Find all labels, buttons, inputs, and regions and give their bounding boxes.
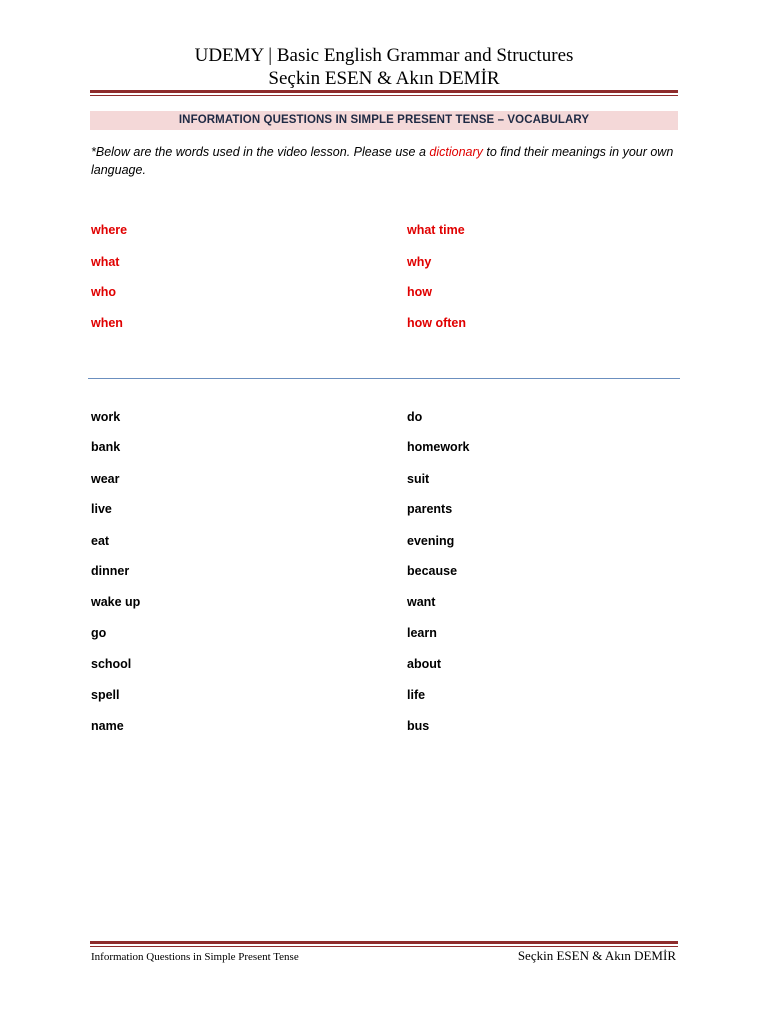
vocab-word: wear — [91, 472, 120, 486]
vocab-word: learn — [407, 626, 437, 640]
section-divider — [88, 378, 680, 379]
footer-rule-thin — [90, 946, 678, 947]
vocab-word: because — [407, 564, 458, 578]
header-rule-thick — [90, 90, 678, 93]
vocab-word: wake up — [91, 595, 141, 609]
intro-text — [91, 143, 681, 179]
dictionary-link: dictionary — [429, 145, 483, 159]
vocab-word: want — [407, 595, 436, 609]
question-word: when — [91, 316, 123, 330]
question-word: who — [91, 285, 116, 299]
vocab-word: dinner — [91, 564, 130, 578]
vocab-word: homework — [407, 440, 470, 454]
question-word: where — [91, 223, 128, 237]
footer-authors: Seçkin ESEN & Akın DEMİR — [517, 948, 676, 963]
question-word: what time — [407, 223, 465, 237]
vocab-word: suit — [407, 472, 430, 486]
question-word: how — [407, 285, 432, 299]
vocab-word: school — [91, 657, 132, 671]
vocab-word: name — [91, 719, 124, 733]
footer-title: Information Questions in Simple Present Tense — [91, 951, 299, 963]
vocab-word: bank — [91, 440, 121, 454]
question-word: what — [91, 255, 120, 269]
vocab-word: parents — [407, 502, 453, 516]
vocab-word: go — [91, 626, 107, 640]
vocab-word: evening — [407, 534, 455, 548]
section-title: INFORMATION QUESTIONS IN SIMPLE PRESENT TENSE – VOCABULARY — [90, 111, 678, 130]
question-word: why — [407, 255, 432, 269]
header-title: UDEMY | Basic English Grammar and Structures — [194, 45, 574, 66]
vocab-word: eat — [91, 534, 110, 548]
vocab-word: live — [91, 502, 112, 516]
footer-rule-thick — [90, 941, 678, 944]
document-header — [0, 44, 768, 90]
question-word: how often — [407, 316, 467, 330]
vocab-word: spell — [91, 688, 120, 702]
vocab-word: work — [91, 410, 121, 424]
header-rule-thin — [90, 95, 678, 96]
header-authors: Seçkin ESEN & Akın DEMİR — [268, 68, 500, 89]
vocab-word: do — [407, 410, 423, 424]
vocab-word: bus — [407, 719, 430, 733]
vocab-word: life — [407, 688, 426, 702]
intro-after: to find their meanings in your own language. — [91, 145, 674, 177]
intro-before: *Below are the words used in the video lesson. Please use a — [91, 145, 430, 159]
vocab-word: about — [407, 657, 442, 671]
